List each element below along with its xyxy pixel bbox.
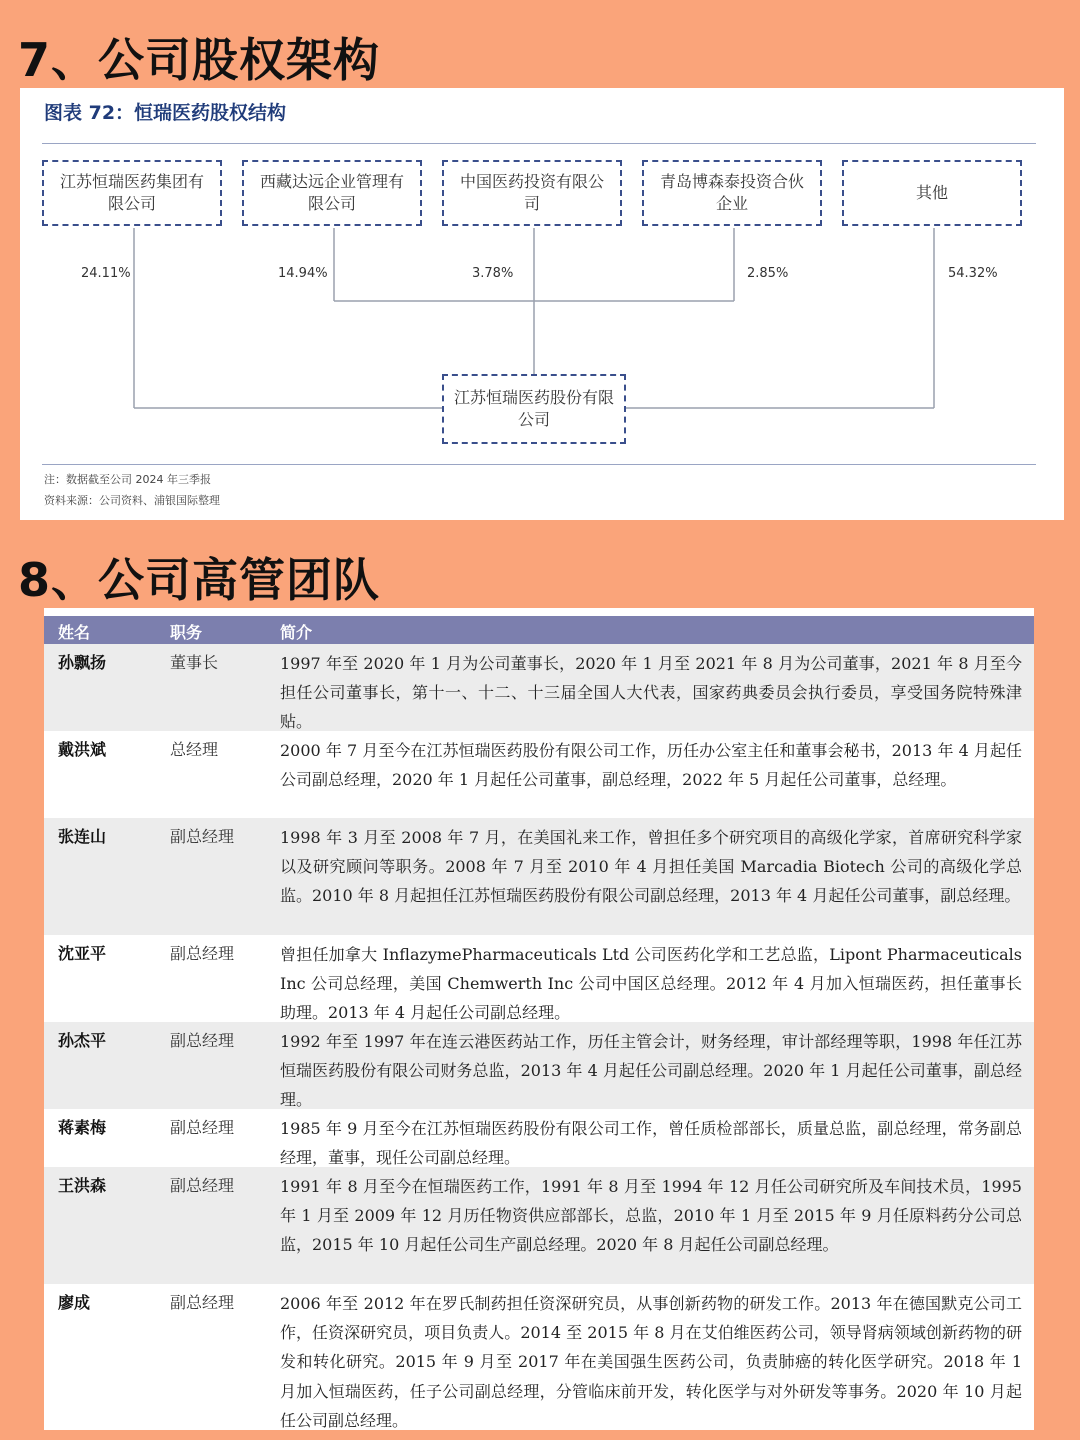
- table-row: [44, 1022, 1034, 1109]
- shareholder-pct-3: 3.78%: [472, 266, 514, 281]
- exec-position: 副总经理: [170, 944, 235, 963]
- figure-title: 图表 72：恒瑞医药股权结构: [44, 102, 287, 124]
- exec-name: 蒋素梅: [58, 1118, 107, 1137]
- shareholder-box-2: 西藏达远企业管理有限公司: [242, 160, 422, 226]
- exec-name: 孙飘扬: [58, 653, 107, 672]
- shareholder-pct-5: 54.32%: [948, 266, 998, 281]
- exec-bio: 1991 年 8 月至今在恒瑞医药工作，1991 年 8 月至 1994 年 12 月任公司研究所及车间技术员，1995 年 1 月至 2009 年 12 月历任物资供应部部长，总监，2010 年 1 月至 2015 年 9 月任原料药分公司总监，2015 年 10 月起任公司生产副总经理。2020 年 8 月起任公司副总经理。: [280, 1177, 1022, 1255]
- company-box: 江苏恒瑞医药股份有限公司: [442, 374, 626, 444]
- shareholder-box-3: 中国医药投资有限公司: [442, 160, 622, 226]
- exec-position: 董事长: [170, 653, 219, 672]
- table-row: [44, 935, 1034, 1022]
- exec-bio: 1992 年至 1997 年在连云港医药站工作，历任主管会计，财务经理，审计部经理等职，1998 年任江苏恒瑞医药股份有限公司财务总监，2013 年 4 月起任公司副总经理。2020 年 1 月起任公司董事，副总经理。: [280, 1032, 1022, 1110]
- section-title-team: 8、公司高管团队: [18, 553, 381, 607]
- table-row: [44, 1109, 1034, 1167]
- figure-source: 资料来源：公司资料、浦银国际整理: [44, 494, 220, 507]
- exec-position: 副总经理: [170, 827, 235, 846]
- exec-name: 孙杰平: [58, 1031, 107, 1050]
- exec-name: 戴洪斌: [58, 740, 107, 759]
- exec-name: 王洪森: [58, 1176, 107, 1195]
- shareholder-box-4: 青岛博森泰投资合伙企业: [642, 160, 822, 226]
- table-row: [44, 644, 1034, 731]
- header-position: 职务: [170, 623, 203, 642]
- exec-bio: 1985 年 9 月至今在江苏恒瑞医药股份有限公司工作，曾任质检部部长，质量总监，副总经理，常务副总经理，董事，现任公司副总经理。: [280, 1119, 1022, 1168]
- exec-position: 副总经理: [170, 1176, 235, 1195]
- ownership-connector-lines: [20, 88, 1064, 520]
- exec-bio: 2006 年至 2012 年在罗氏制药担任资深研究员，从事创新药物的研发工作。2013 年在德国默克公司工作，任资深研究员，项目负责人。2014 至 2015 年 8 月在艾伯维医药公司，领导肾病领域创新药物的研发和转化研究。2015 年 9 月至 2017 年在美国强生医药公司，负责肺癌的转化医学研究。2018 年 1 月加入恒瑞医药，任子公司副总经理，分管临床前开发，转化医学与对外研发等事务。2020 年 10 月起任公司副总经理。: [280, 1294, 1022, 1430]
- figure-bottom-rule: [42, 464, 1036, 465]
- table-header: [44, 616, 1034, 644]
- exec-name: 张连山: [58, 827, 107, 846]
- header-bio: 简介: [280, 623, 313, 642]
- exec-position: 副总经理: [170, 1293, 235, 1312]
- shareholder-box-1: 江苏恒瑞医药集团有限公司: [42, 160, 222, 226]
- table-row: [44, 731, 1034, 818]
- header-name: 姓名: [58, 623, 91, 642]
- equity-figure: [20, 88, 1064, 520]
- table-row: [44, 1284, 1034, 1430]
- exec-position: 副总经理: [170, 1118, 235, 1137]
- exec-bio: 2000 年 7 月至今在江苏恒瑞医药股份有限公司工作，历任办公室主任和董事会秘书，2013 年 4 月起任公司副总经理，2020 年 1 月起任公司董事，副总经理，2022 年 5 月起任公司董事，总经理。: [280, 741, 1022, 790]
- shareholder-pct-4: 2.85%: [747, 266, 789, 281]
- exec-bio: 1998 年 3 月至 2008 年 7 月，在美国礼来工作，曾担任多个研究项目的高级化学家，首席研究科学家以及研究顾问等职务。2008 年 7 月至 2010 年 4 月担任美国 Marcadia Biotech 公司的高级化学总监。2010 年 8 月起担任江苏恒瑞医药股份有限公司副总经理，2013 年 4 月起任公司董事，副总经理。: [280, 828, 1022, 906]
- shareholder-box-5: 其他: [842, 160, 1022, 226]
- figure-note: 注：数据截至公司 2024 年三季报: [44, 473, 211, 486]
- shareholder-pct-1: 24.11%: [81, 266, 131, 281]
- table-row: [44, 1167, 1034, 1284]
- management-table: [44, 608, 1034, 1430]
- section-title-equity: 7、公司股权架构: [18, 33, 381, 87]
- shareholder-pct-2: 14.94%: [278, 266, 328, 281]
- table-row: [44, 818, 1034, 935]
- exec-position: 副总经理: [170, 1031, 235, 1050]
- exec-name: 廖成: [58, 1293, 91, 1312]
- exec-position: 总经理: [170, 740, 219, 759]
- exec-bio: 1997 年至 2020 年 1 月为公司董事长，2020 年 1 月至 2021 年 8 月为公司董事，2021 年 8 月至今担任公司董事长，第十一、十二、十三届全国人大代表，国家药典委员会执行委员，享受国务院特殊津贴。: [280, 654, 1022, 732]
- exec-bio: 曾担任加拿大 InflazymePharmaceuticals Ltd 公司医药化学和工艺总监，Lipont Pharmaceuticals Inc 公司总经理，美国 Chemwerth Inc 公司中国区总经理。2012 年 4 月加入恒瑞医药，担任董事长助理。2013 年 4 月起任公司副总经理。: [280, 945, 1022, 1023]
- exec-name: 沈亚平: [58, 944, 107, 963]
